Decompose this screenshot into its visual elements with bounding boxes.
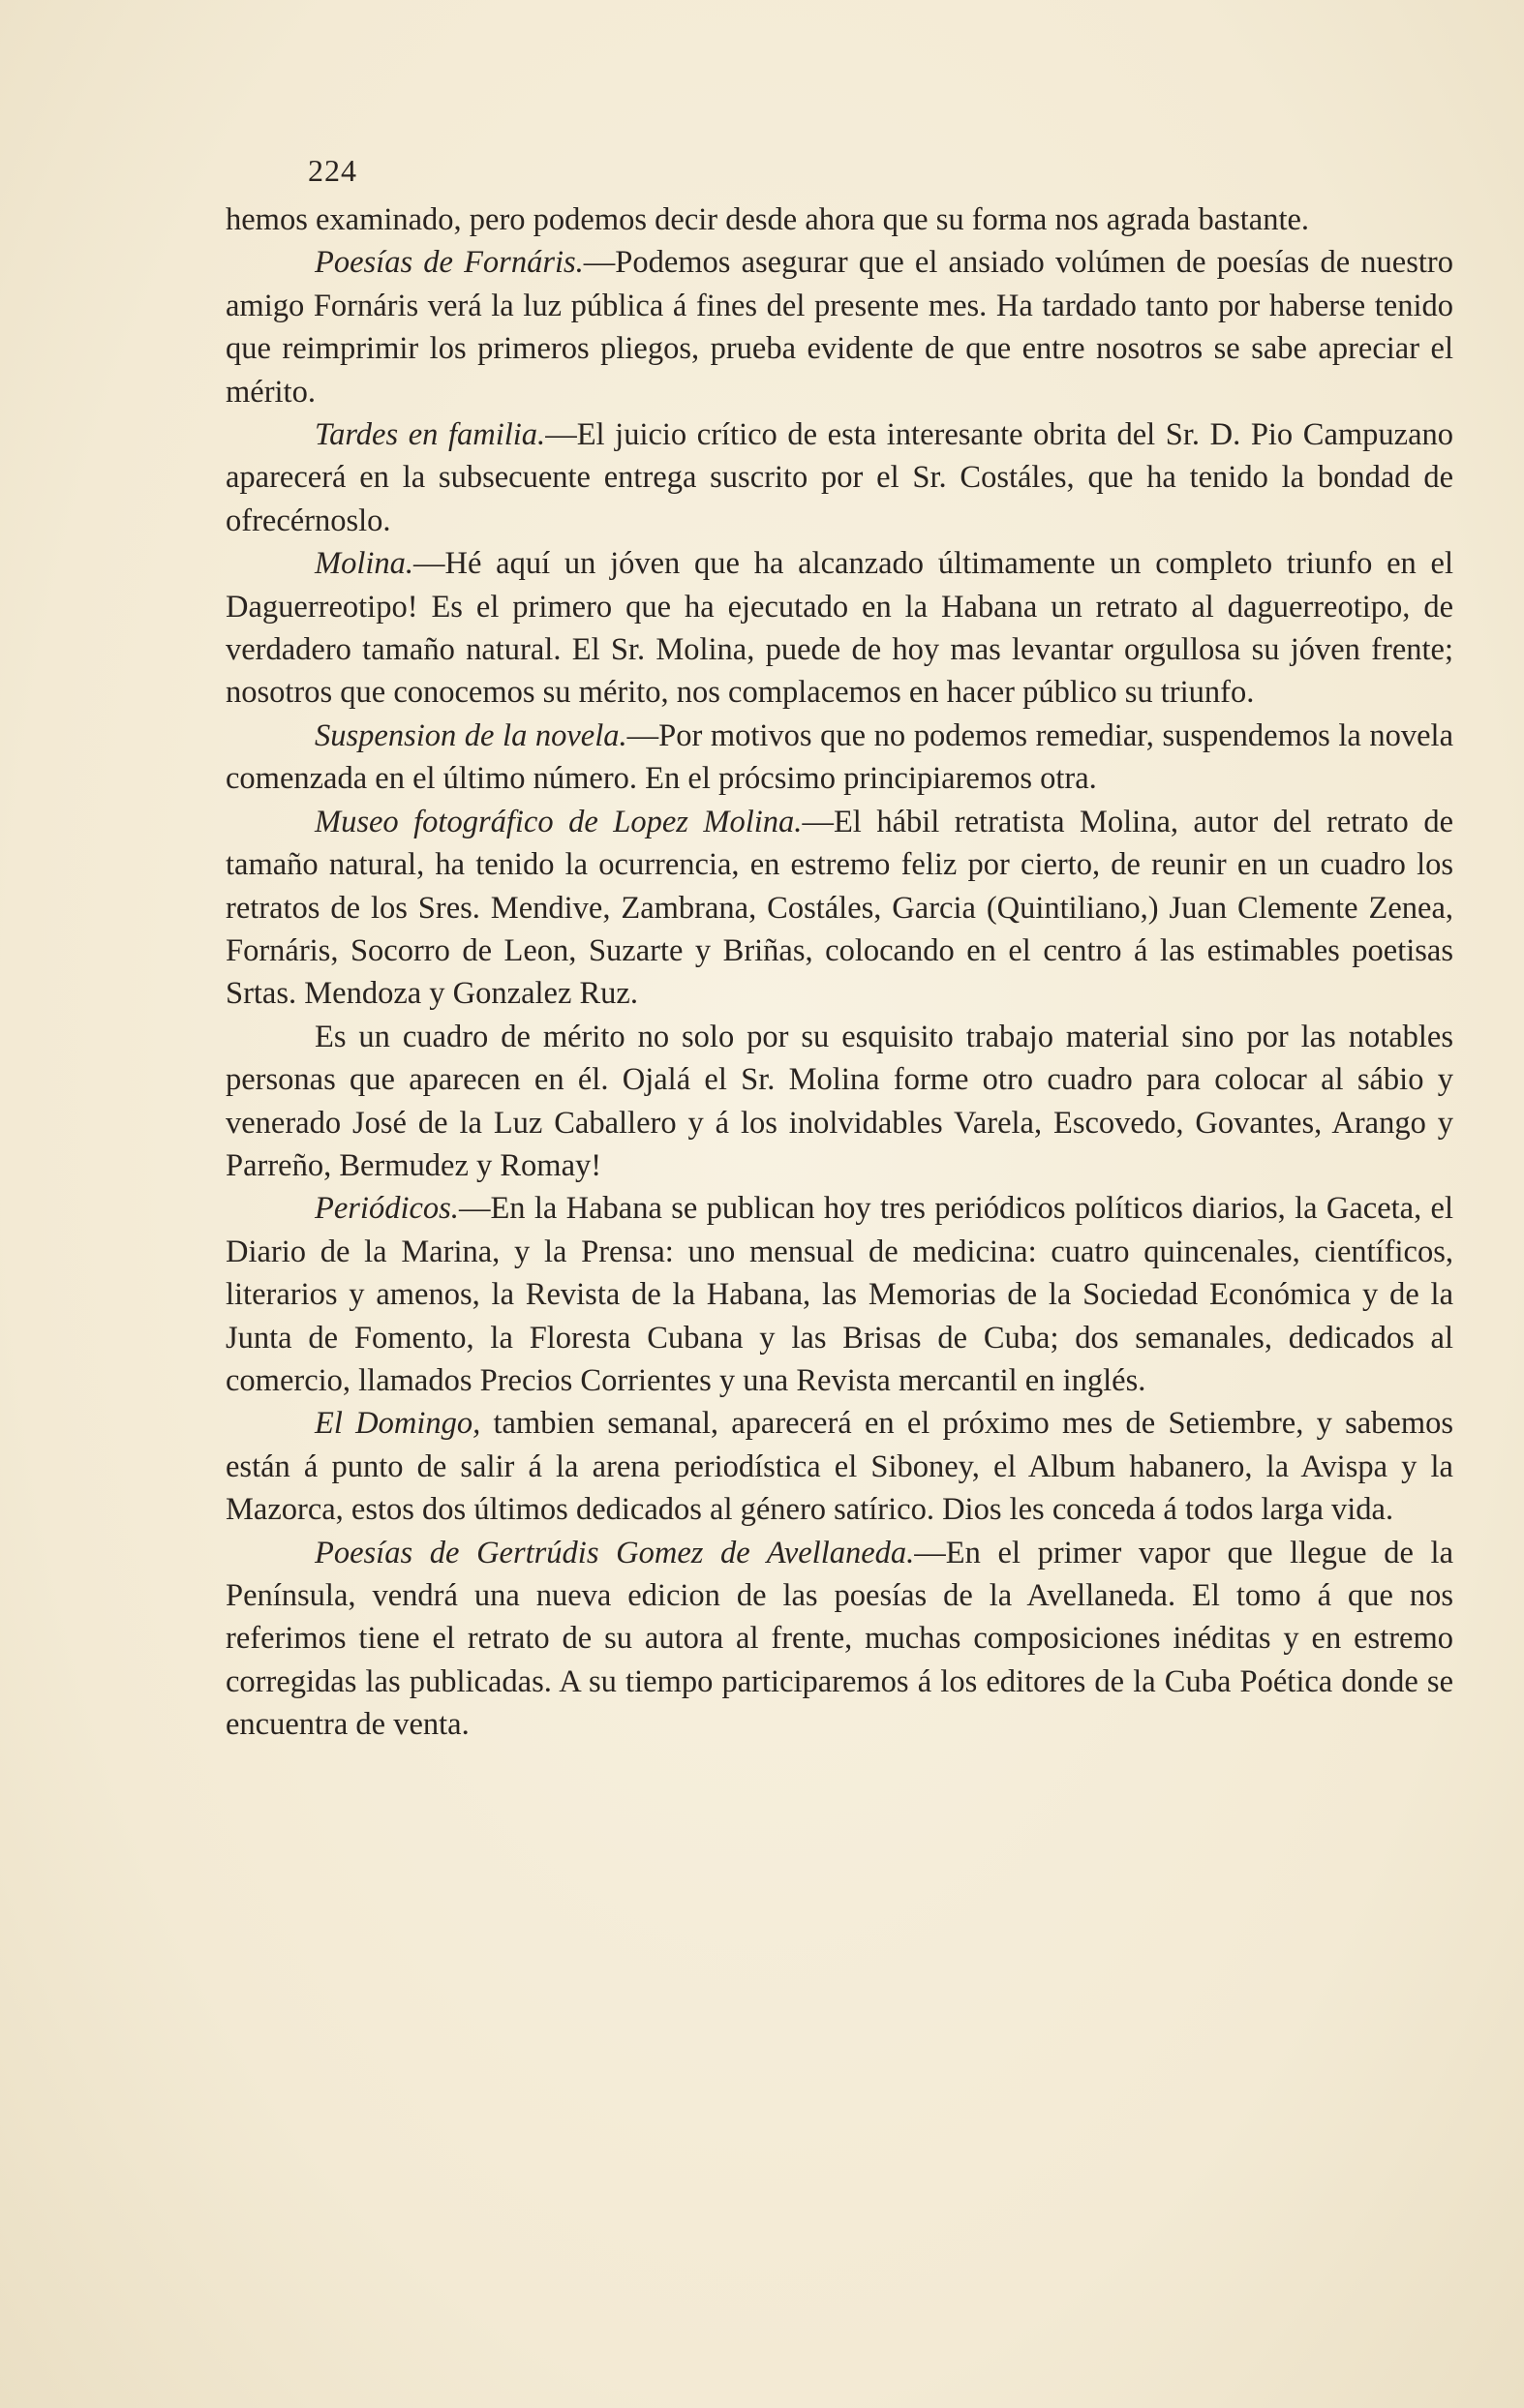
paragraph-tardes-en-familia (226, 413, 1453, 542)
paragraph-heading: Molina. (315, 546, 414, 582)
paragraph-text: —El juicio crítico de esta interesante obrita del Sr. D. Pio Campuzano aparecerá en la subsecuente entrega suscrito por el Sr. Costáles, que ha tenido la bondad de ofrecérnoslo. (226, 417, 1453, 538)
paragraph-periodicos (226, 1187, 1453, 1402)
paragraph-cuadro-de-merito (226, 1016, 1453, 1188)
paragraph-text: —Podemos asegurar que el ansiado volúmen de poesías de nuestro amigo Fornáris verá la luz pública á fines del presente mes. Ha tardado tanto por haberse tenido que reimprimir los primeros pliegos, prueba evidente de que entre nosotros se sabe apreciar el mérito. (226, 245, 1453, 410)
paragraph-suspension-novela (226, 715, 1453, 801)
paragraph-poesias-avellaneda (226, 1532, 1453, 1747)
paragraph-el-domingo (226, 1402, 1453, 1531)
paragraph-museo-fotografico (226, 801, 1453, 1016)
paragraph-text: hemos examinado, pero podemos decir desde ahora que su forma nos agrada bastante. (226, 202, 1310, 237)
paragraph-heading: El Domingo, (315, 1406, 481, 1442)
paragraph-heading: Suspension de la novela. (315, 717, 627, 753)
page-number: 224 (308, 153, 357, 188)
paragraph-text: —Hé aquí un jóven que ha alcanzado últimamente un completo triunfo en el Daguerreotipo! Es el primero que ha ejecutado en la Habana un retrato al daguerreotipo, de verdadero tamaño natural. El Sr. Molina, puede de hoy mas levantar orgullosa su jóven frente; nosotros que conocemos su mérito, nos complacemos en hacer público su triunfo. (226, 546, 1453, 711)
paragraph-text: tambien semanal, aparecerá en el próximo mes de Setiembre, y sabemos están á punto de salir á la arena periodística el Siboney, el Album habanero, la Avispa y la Mazorca, estos dos últimos dedicados al género satírico. Dios les conceda á todos larga vida. (226, 1406, 1454, 1528)
paragraph-text: —En la Habana se publican hoy tres periódicos políticos diarios, la Gaceta, el Diario de la Marina, y la Prensa: uno mensual de medicina: cuatro quincenales, científicos, literarios y amenos, la Revista de la Habana, las Memorias de la Sociedad Económica y de la Junta de Fomento, la Floresta Cubana y las Brisas de Cuba; dos semanales, dedicados al comercio, llamados Precios Corrientes y una Revista mercantil en inglés. (226, 1191, 1453, 1398)
paragraph-molina (226, 542, 1453, 715)
paragraph-heading: Museo fotográfico de Lopez Molina. (315, 804, 803, 839)
paragraph-heading: Poesías de Fornáris. (315, 245, 584, 281)
paragraph-text: —En el primer vapor que llegue de la Península, vendrá una nueva edicion de las poesías de la Avellaneda. El tomo á que nos referimos tiene el retrato de su autora al frente, muchas composiciones inéditas y en estremo corregidas las publicadas. A su tiempo participaremos á los editores de la Cuba Poética donde se encuentra de venta. (226, 1535, 1453, 1743)
paragraph-continuation (226, 198, 1453, 241)
body-text (226, 198, 1453, 1747)
paragraph-text: —Por motivos que no podemos remediar, suspendemos la novela comenzada en el último número. En el prócsimo principiaremos otra. (226, 717, 1453, 797)
paragraph-poesias-fornaris (226, 241, 1453, 413)
paragraph-text: Es un cuadro de mérito no solo por su esquisito trabajo material sino por las notables personas que aparecen en él. Ojalá el Sr. Molina forme otro cuadro para colocar al sábio y venerado José de la Luz Caballero y á los inolvidables Varela, Escovedo, Govantes, Arango y Parreño, Bermudez y Romay! (226, 1019, 1453, 1183)
paragraph-heading: Periódicos. (315, 1191, 459, 1227)
paragraph-heading: Poesías de Gertrúdis Gomez de Avellaneda. (315, 1535, 915, 1570)
paragraph-heading: Tardes en familia. (315, 417, 546, 453)
paragraph-text: —El hábil retratista Molina, autor del retrato de tamaño natural, ha tenido la ocurrencia, en estremo feliz por cierto, de reunir en un cuadro los retratos de los Sres. Mendive, Zambrana, Costáles, Garcia (Quintiliano,) Juan Clemente Zenea, Fornáris, Socorro de Leon, Suzarte y Briñas, colocando en el centro á las estimables poetisas Srtas. Mendoza y Gonzalez Ruz. (226, 804, 1453, 1012)
